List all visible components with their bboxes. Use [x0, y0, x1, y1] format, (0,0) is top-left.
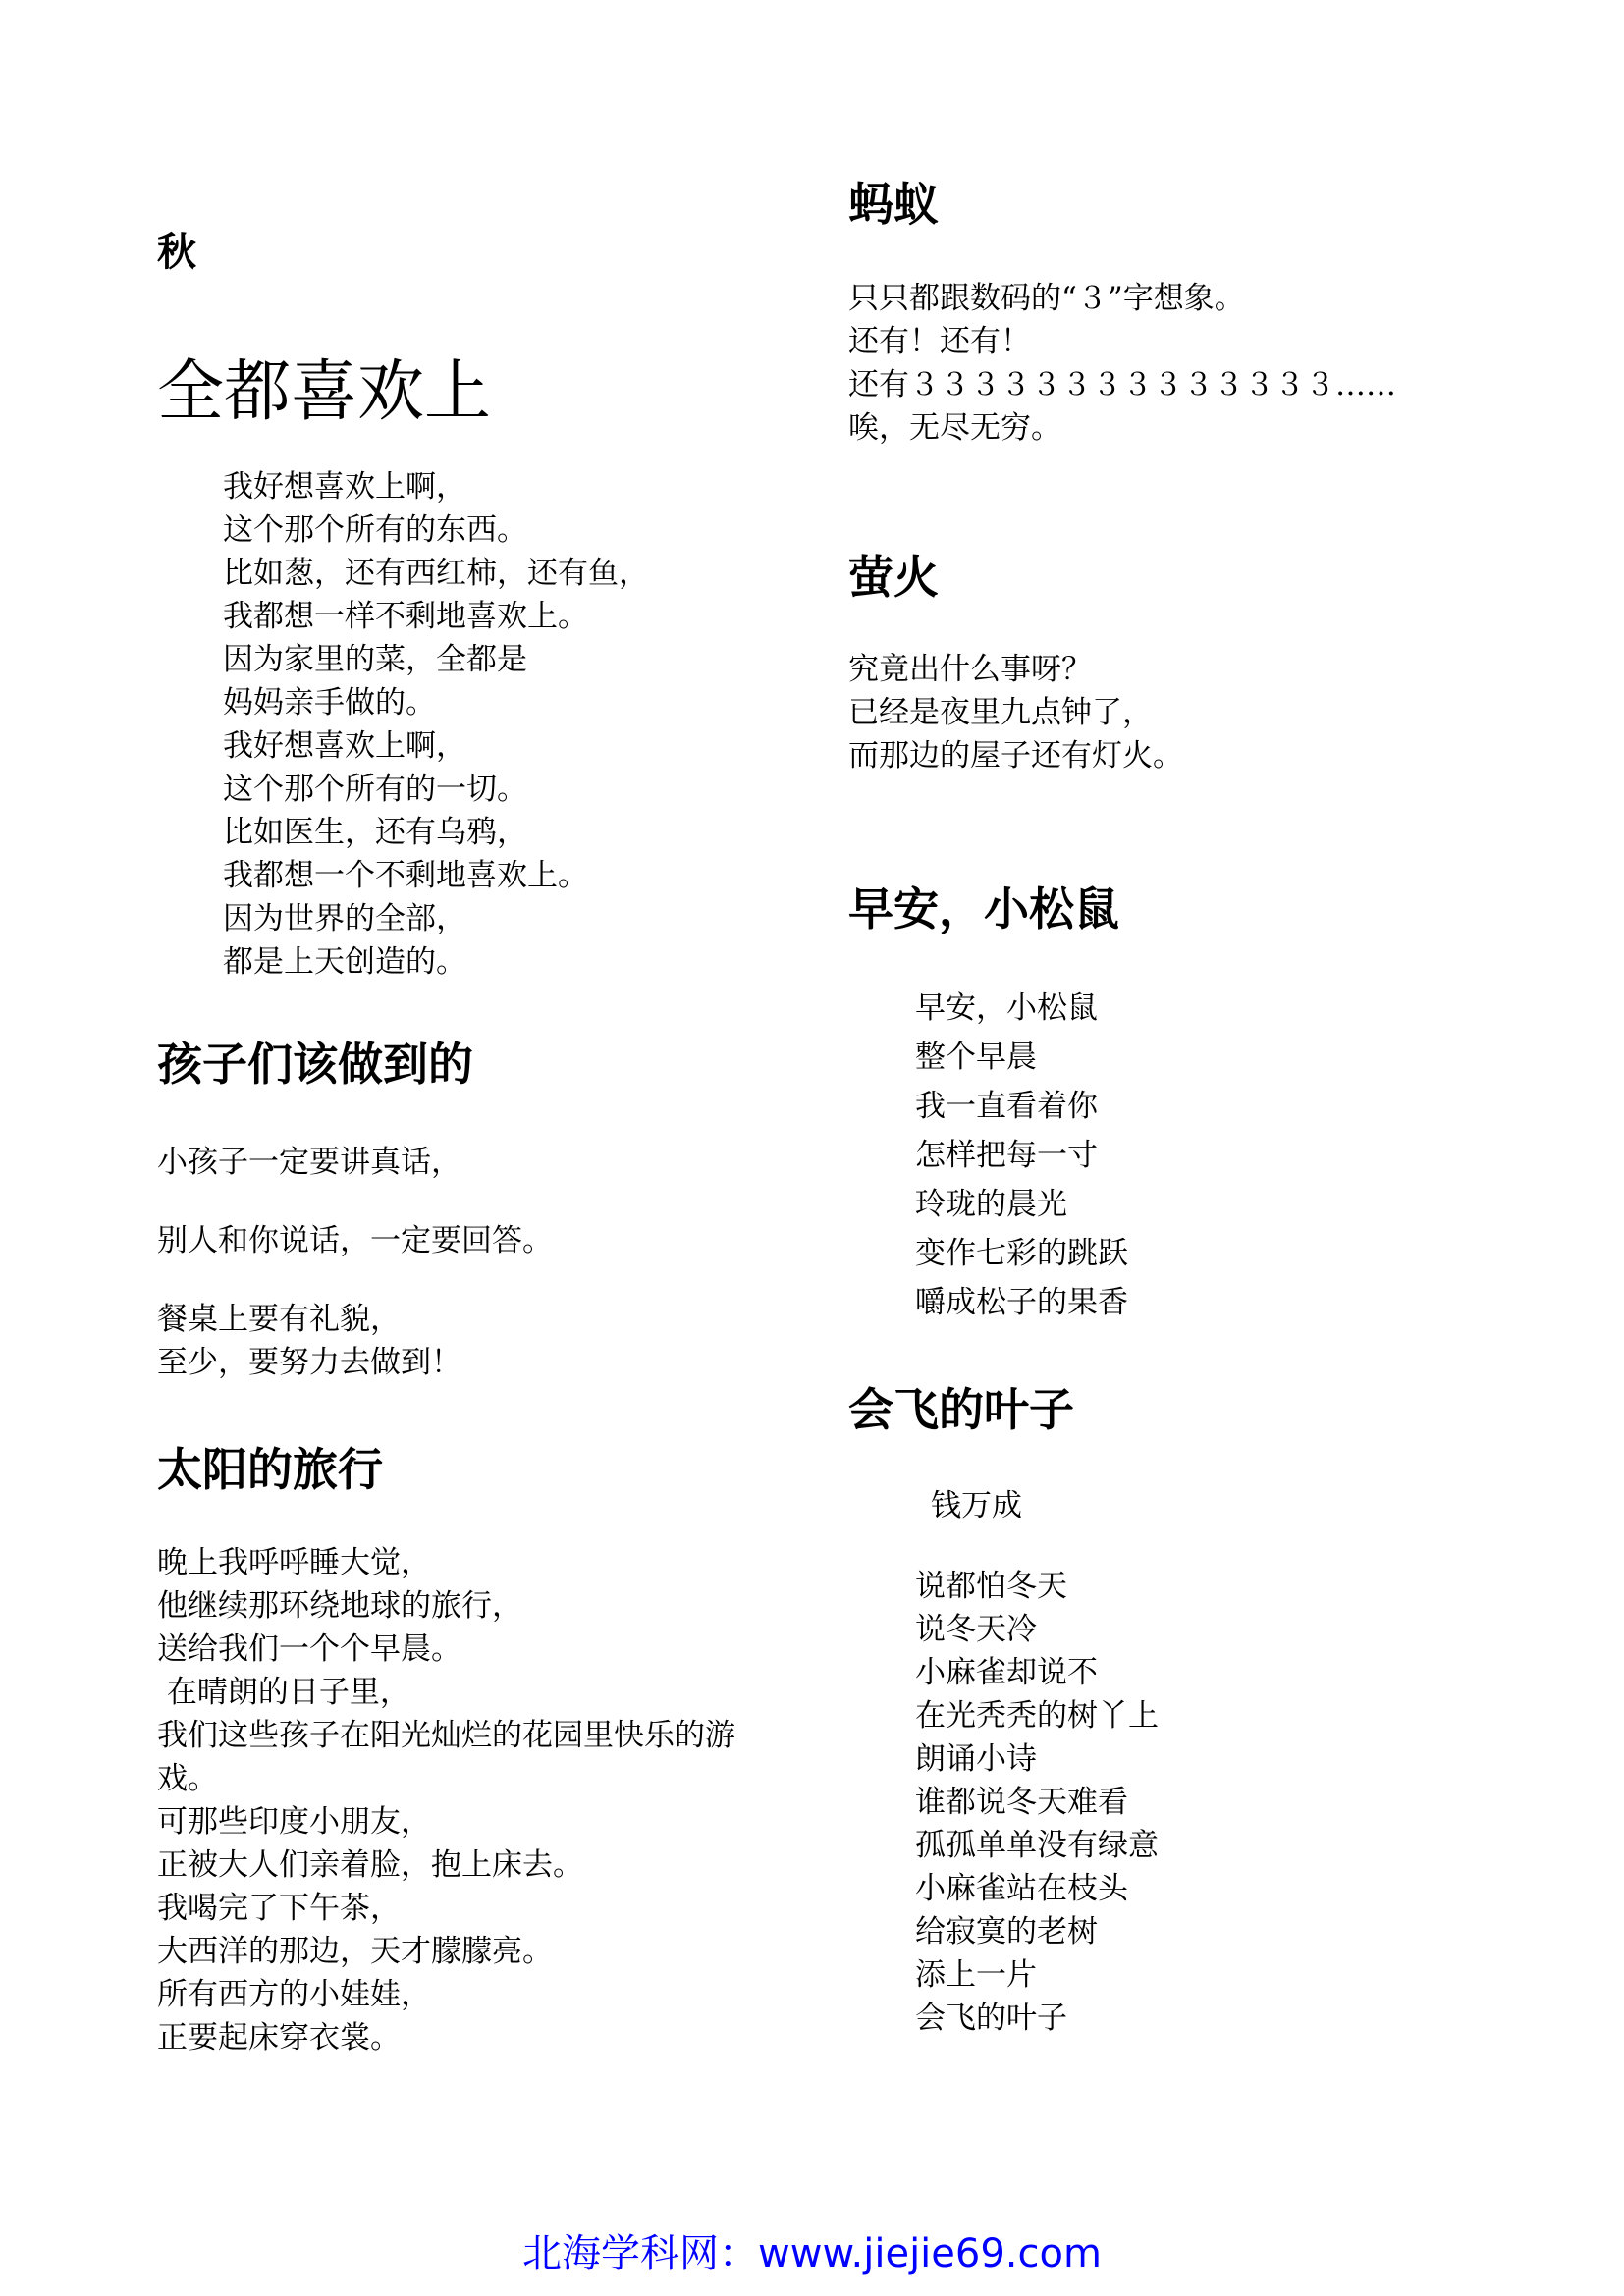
poem-line: 小麻雀站在枝头: [915, 1871, 1128, 1906]
poem-line: 小麻雀却说不: [915, 1655, 1098, 1690]
poem-line: 唉，无尽无穷。: [848, 410, 1061, 446]
poem-line: 都是上天创造的。: [223, 944, 466, 980]
poem-line: 这个那个所有的东西。: [223, 512, 527, 548]
poem-line: 玲珑的晨光: [915, 1187, 1067, 1222]
poem-line: 我一直看着你: [915, 1089, 1098, 1124]
poem-body-quan-dou-xi-huan-shang: [223, 465, 649, 984]
poem-line: 正要起床穿衣裳。: [157, 2020, 401, 2056]
poem-line: 戏。: [157, 1761, 218, 1796]
poem-line: 还有３３３３３３３３３３３３３３……: [848, 367, 1396, 402]
poem-line: 朗诵小诗: [915, 1741, 1037, 1777]
poem-line: 至少，要努力去做到！: [157, 1345, 461, 1380]
poem-line: 比如葱，还有西红柿，还有鱼，: [223, 556, 649, 591]
poem-line: 嚼成松子的果香: [915, 1285, 1128, 1320]
poem-paragraph: [157, 1298, 461, 1384]
poem-title-quan-dou-xi-huan-shang: 全都喜欢上: [157, 353, 492, 431]
poem-line: 说冬天冷: [915, 1612, 1037, 1647]
poem-line: 正被大人们亲着脸，抱上床去。: [157, 1847, 583, 1883]
poem-line: 孤孤单单没有绿意: [915, 1828, 1159, 1863]
poem-line: 我喝完了下午茶，: [157, 1891, 401, 1926]
poem-line: 还有！还有！: [848, 324, 1031, 359]
poem-line: 在晴朗的日子里，: [157, 1675, 410, 1710]
poem-author: 钱万成: [931, 1488, 1022, 1523]
poem-title-ying-huo: 萤火: [848, 551, 939, 604]
poem-title-zao-an-xiao-song-shu: 早安，小松鼠: [848, 882, 1119, 935]
poem-title-ma-yi: 蚂蚁: [848, 178, 939, 231]
poem-line: 所有西方的小娃娃，: [157, 1977, 431, 2012]
poem-line: 我都想一个不剩地喜欢上。: [223, 858, 588, 893]
poem-line: 谁都说冬天难看: [915, 1785, 1128, 1820]
poem-line: 我好想喜欢上啊，: [223, 469, 466, 505]
poem-line: 究竟出什么事呀？: [848, 652, 1092, 687]
poem-line: 变作七彩的跳跃: [915, 1236, 1128, 1271]
poem-line: 说都怕冬天: [915, 1569, 1067, 1604]
poem-line: 比如医生，还有乌鸦，: [223, 815, 527, 850]
poem-body-tai-yang-de-lv-xing: [157, 1541, 735, 2059]
poem-title-hui-fei-de-ye-zi: 会飞的叶子: [848, 1383, 1074, 1436]
poem-line: 我们这些孩子在阳光灿烂的花园里快乐的游: [157, 1718, 735, 1753]
poem-line: 早安，小松鼠: [915, 990, 1098, 1026]
poem-body-zao-an-xiao-song-shu: [915, 984, 1128, 1327]
poem-paragraph: 别人和你说话，一定要回答。: [157, 1223, 553, 1258]
poem-line: 整个早晨: [915, 1040, 1037, 1075]
poem-line: 可那些印度小朋友，: [157, 1804, 431, 1840]
poem-line: 已经是夜里九点钟了，: [848, 695, 1153, 730]
small-title: 秋: [157, 230, 196, 275]
footer-website-link[interactable]: 北海学科网：www.jiejie69.com: [522, 2231, 1102, 2276]
poem-body-ying-huo: [848, 648, 1183, 777]
poem-line: 因为家里的菜，全都是: [223, 642, 527, 677]
poem-line: 而那边的屋子还有灯火。: [848, 738, 1183, 774]
poem-line: 妈妈亲手做的。: [223, 685, 436, 721]
poem-line: 会飞的叶子: [915, 2001, 1067, 2036]
poem-line: 餐桌上要有礼貌，: [157, 1302, 401, 1337]
poem-line: 添上一片: [915, 1957, 1037, 1993]
poem-body-hui-fei-de-ye-zi: [915, 1565, 1159, 2040]
poem-line: 在光秃秃的树丫上: [915, 1698, 1159, 1734]
poem-line: 因为世界的全部，: [223, 901, 466, 936]
poem-line: 我好想喜欢上啊，: [223, 728, 466, 764]
poem-title-tai-yang-de-lv-xing: 太阳的旅行: [157, 1443, 383, 1496]
poem-line: 这个那个所有的一切。: [223, 772, 527, 807]
poem-line: 给寂寞的老树: [915, 1914, 1098, 1949]
poem-line: 送给我们一个个早晨。: [157, 1631, 461, 1667]
poem-line: 晚上我呼呼睡大觉，: [157, 1545, 431, 1580]
poem-title-hai-zi-men: 孩子们该做到的: [157, 1038, 473, 1091]
poem-body-ma-yi: [848, 277, 1396, 450]
poem-line: 大西洋的那边，天才朦朦亮。: [157, 1934, 553, 1969]
poem-line: 我都想一样不剩地喜欢上。: [223, 599, 588, 634]
poem-line: 怎样把每一寸: [915, 1138, 1098, 1173]
poem-paragraph: 小孩子一定要讲真话，: [157, 1145, 461, 1180]
poem-line: 只只都跟数码的“３”字想象。: [848, 281, 1245, 316]
poem-line: 他继续那环绕地球的旅行，: [157, 1588, 522, 1624]
